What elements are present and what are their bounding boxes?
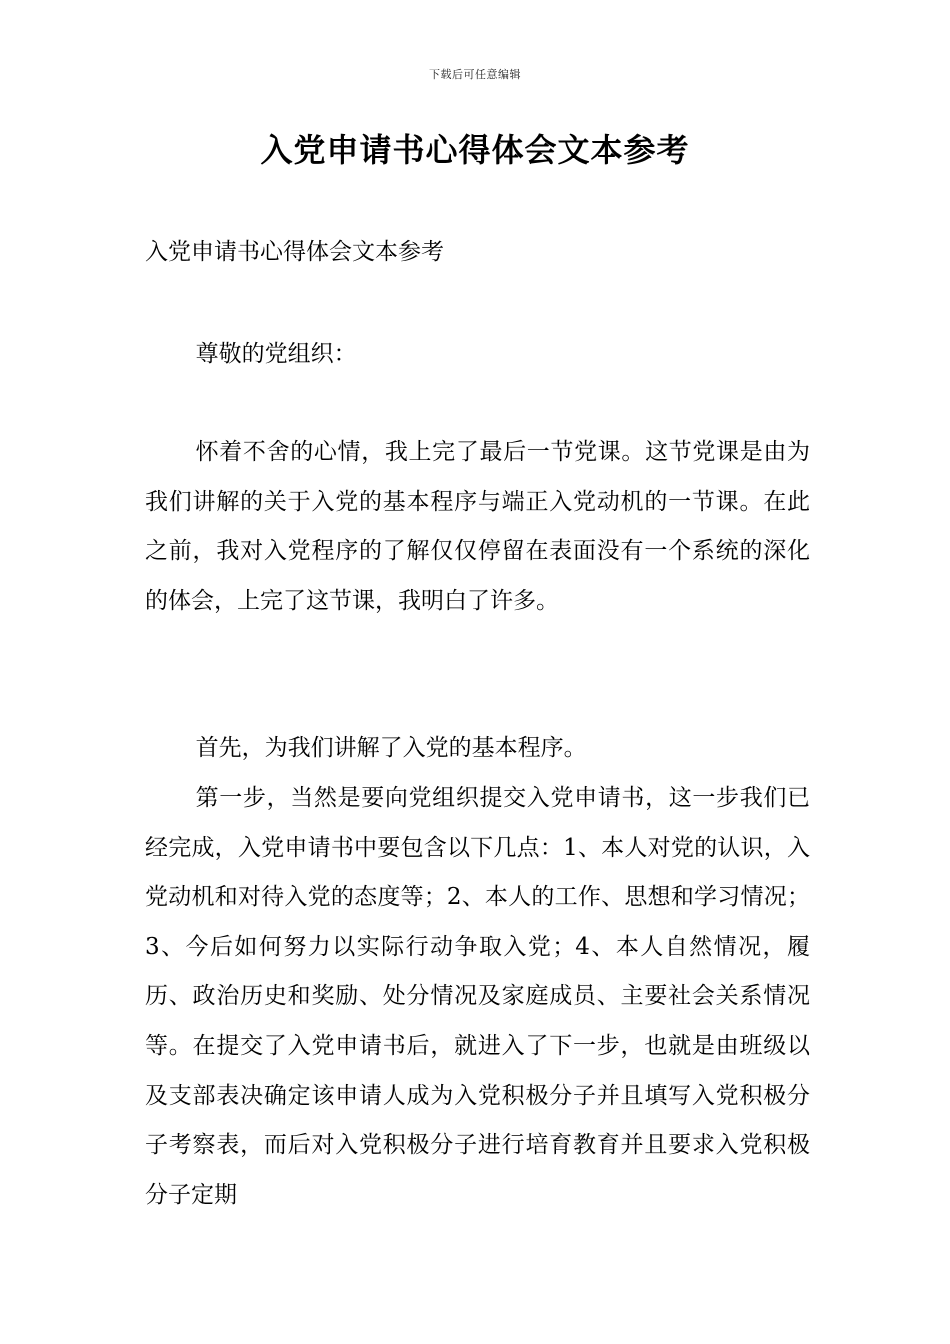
paragraph: 怀着不舍的心情，我上完了最后一节党课。这节党课是由为我们讲解的关于入党的基本程序与端正入党动机的一节课。在此之前，我对入党程序的了解仅仅停留在表面没有一个系统的深化的体会，上完了这节课，我明白了许多。 [145, 439, 810, 614]
header-note: 下载后可任意编辑 [429, 68, 521, 81]
document-subtitle: 入党申请书心得体会文本参考 [145, 239, 444, 265]
salutation: 尊敬的党组织： [195, 341, 357, 367]
paragraph: 第一步，当然是要向党组织提交入党申请书，这一步我们已经完成，入党申请书中要包含以下几点：1、本人对党的认识，入党动机和对待入党的态度等；2、本人的工作、思想和学习情况；3、今后如何努力以实际行动争取入党；4、本人自然情况，履历、政治历史和奖励、处分情况及家庭成员、主要社会关系情况等。在提交了入党申请书后，就进入了下一步，也就是由班级以及支部表决确定该申请人成为入党积极分子并且填写入党积极分子考察表，而后对入党积极分子进行培育教育并且要求入党积极分子定期 [145, 785, 810, 1208]
paragraph: 首先，为我们讲解了入党的基本程序。 [195, 735, 587, 761]
document-title: 入党申请书心得体会文本参考 [260, 131, 690, 169]
